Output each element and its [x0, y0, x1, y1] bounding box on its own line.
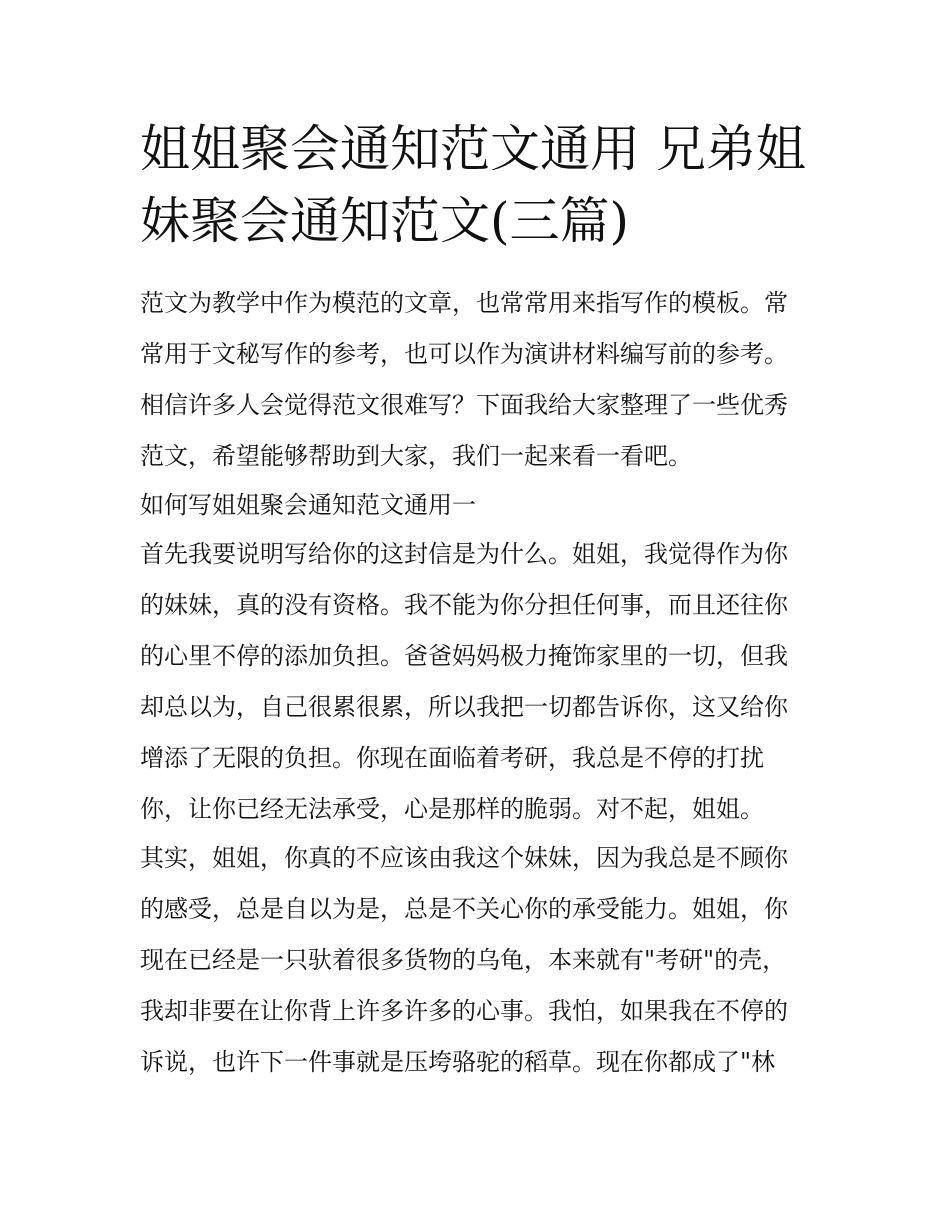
body-line: 诉说，也许下一件事就是压垮骆驼的稻草。现在你都成了"林: [140, 1048, 776, 1076]
document-title: [140, 113, 830, 257]
body-line: 首先我要说明写给你的这封信是为什么。姐姐，我觉得作为你: [140, 540, 788, 568]
body-line: 现在已经是一只驮着很多货物的乌龟，本来就有"考研"的壳，: [140, 946, 787, 974]
body-line: 却总以为，自己很累很累，所以我把一切都告诉你，这又给你: [140, 693, 788, 721]
title-line-1: 姐姐聚会通知范文通用 兄弟姐: [140, 120, 806, 178]
body-line: 其实，姐姐，你真的不应该由我这个妹妹，因为我总是不顾你: [140, 844, 788, 872]
body-line: 范文为教学中作为模范的文章，也常常用来指写作的模板。常: [140, 289, 788, 317]
body-line: 的妹妹，真的没有资格。我不能为你分担任何事，而且还往你: [140, 591, 788, 619]
body-line: 增添了无限的负担。你现在面临着考研，我总是不停的打扰: [140, 744, 764, 772]
body-line: 常用于文秘写作的参考，也可以作为演讲材料编写前的参考。: [140, 340, 788, 368]
body-line: 我却非要在让你背上许多许多的心事。我怕，如果我在不停的: [140, 997, 788, 1025]
body-line: 的心里不停的添加负担。爸爸妈妈极力掩饰家里的一切，但我: [140, 642, 788, 670]
body-line: 范文，希望能够帮助到大家，我们一起来看一看吧。: [140, 442, 692, 470]
document-body: [140, 278, 840, 1088]
body-line: 的感受，总是自以为是，总是不关心你的承受能力。姐姐，你: [140, 895, 788, 923]
body-line: 你，让你已经无法承受，心是那样的脆弱。对不起，姐姐。: [140, 795, 764, 823]
section-heading: 如何写姐姐聚会通知范文通用一: [140, 491, 476, 519]
title-line-2: 妹聚会通知范文(三篇): [140, 192, 630, 250]
body-line: 相信许多人会觉得范文很难写？下面我给大家整理了一些优秀: [140, 391, 788, 419]
